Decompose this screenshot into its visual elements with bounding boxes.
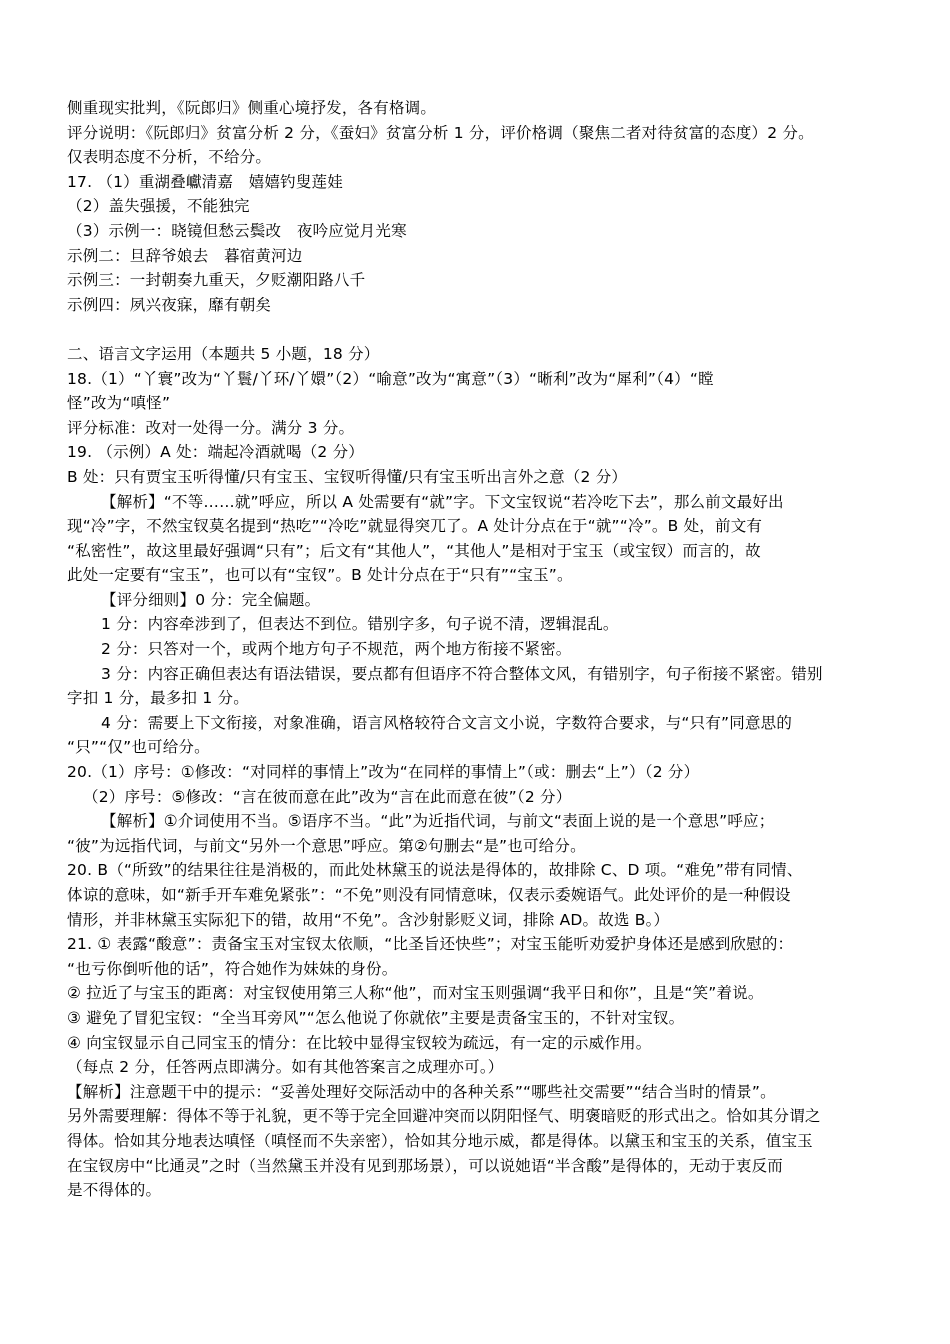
text-line: 17. （1）重湖叠巘清嘉 嬉嬉钓叟莲娃: [67, 172, 343, 191]
text-line: 示例二：旦辞爷娘去 暮宿黄河边: [67, 246, 303, 265]
text-line: 4 分：需要上下文衔接，对象准确，语言风格较符合文言文小说，字数符合要求，与“只有”同意思的: [101, 713, 793, 732]
text-line: 评分说明：《阮郎归》贫富分析 2 分，《蚕妇》贫富分析 1 分，评价格调（聚焦二者对待贫富的态度）2 分。: [67, 123, 814, 142]
text-line: 【解析】①介词使用不当。⑤语序不当。“此”为近指代词，与前文“表面上说的是一个意思”呼应；: [101, 812, 775, 831]
text-line: 18.（1）“丫寰”改为“丫鬟/丫环/丫嬛”（2）“喻意”改为“寓意”（3）“晰利”改为“犀利”（4）“瞠: [67, 369, 714, 388]
text-line: 20. B（“所致”的结果往往是消极的，而此处林黛玉的说法是得体的，故排除 C、D 项。“难免”带有同情、: [67, 861, 803, 880]
text-line: 示例三：一封朝奏九重天，夕贬潮阳路八千: [67, 271, 366, 290]
text-line: 怪”改为“嗔怪”: [67, 394, 171, 413]
text-line: ④ 向宝钗显示自己同宝玉的情分：在比较中显得宝钗较为疏远，有一定的示威作用。: [67, 1033, 652, 1052]
text-line: 19. （示例）A 处：端起冷酒就喝（2 分）: [67, 443, 364, 462]
text-line: 是不得体的。: [67, 1181, 162, 1200]
text-line: 侧重现实批判，《阮郎归》侧重心境抒发，各有格调。: [67, 99, 437, 117]
text-line: （每点 2 分，任答两点即满分。如有其他答案言之成理亦可。）: [67, 1058, 504, 1077]
text-line: 此处一定要有“宝玉”，也可以有“宝钗”。B 处计分点在于“只有”“宝玉”。: [67, 566, 573, 585]
text-line: 现“冷”字，不然宝钗莫名提到“热吃”“冷吃”就显得突兀了。A 处计分点在于“就”“冷”。B 处，前文有: [67, 517, 763, 536]
text-line: “也亏你倒听他的话”，符合她作为妹妹的身份。: [67, 959, 398, 978]
text-line: （3）示例一：晓镜但愁云鬓改 夜吟应觉月光寒: [67, 221, 407, 240]
text-line: ③ 避免了冒犯宝钗：“全当耳旁风”“怎么他说了你就依”主要是责备宝玉的，不针对宝钗。: [67, 1008, 685, 1027]
section-heading: 二、语言文字运用（本题共 5 小题，18 分）: [67, 344, 380, 363]
text-line: 示例四：夙兴夜寐，靡有朝矣: [67, 295, 272, 314]
text-line: 在宝钗房中“比通灵”之时（当然黛玉并没有见到那场景），可以说她语“半含酸”是得体的，无动于衷反而: [67, 1156, 783, 1175]
text-line: 体谅的意味，如“新手开车难免紧张”：“不免”则没有同情意味，仅表示委婉语气。此处评价的是一种假设: [67, 886, 791, 904]
text-line: 21. ① 表露“酸意”：责备宝玉对宝钗太依顺，“比圣旨还快些”；对宝玉能听劝爱护身体还是感到欣慰的：: [67, 935, 794, 954]
text-line: 字扣 1 分，最多扣 1 分。: [67, 689, 249, 708]
text-line: 20.（1）序号：①修改：“对同样的事情上”改为“在同样的事情上”（或：删去“上”）（2 分）: [67, 763, 700, 782]
text-line: ② 拉近了与宝玉的距离：对宝钗使用第三人称“他”，而对宝玉则强调“我平日和你”，且是“笑”着说。: [67, 984, 764, 1003]
text-line: 1 分：内容牵涉到了，但表达不到位。错别字多，句子说不清，逻辑混乱。: [101, 615, 619, 634]
text-line: 情形，并非林黛玉实际犯下的错，故用“不免”。含沙射影贬义词，排除 AD。故选 B。）: [67, 910, 670, 929]
text-line: 另外需要理解：得体不等于礼貌，更不等于完全回避冲突而以阴阳怪气、明褒暗贬的形式出之。恰如其分谓之: [67, 1107, 821, 1126]
text-line: 【解析】注意题干中的提示：“妥善处理好交际活动中的各种关系”“哪些社交需要”“结合当时的情景”。: [67, 1082, 776, 1101]
blank-line: [67, 317, 890, 342]
text-line: 2 分：只答对一个，或两个地方句子不规范，两个地方衔接不紧密。: [101, 640, 572, 659]
text-line: “私密性”，故这里最好强调“只有”；后文有“其他人”，“其他人”是相对于宝玉（或宝钗）而言的，故: [67, 541, 761, 560]
text-line: （2）盖失强援，不能独完: [67, 197, 250, 216]
text-line: B 处：只有贾宝玉听得懂/只有宝玉、宝钗听得懂/只有宝玉听出言外之意（2 分）: [67, 467, 628, 486]
text-line: “只”“仅”也可给分。: [67, 738, 210, 757]
text-line: 3 分：内容正确但表达有语法错误，要点都有但语序不符合整体文风，有错别字，句子衔接不紧密。错别: [101, 664, 823, 683]
text-line: 得体。恰如其分地表达嗔怪（嗔怪而不失亲密），恰如其分地示威，都是得体。以黛玉和宝玉的关系，值宝玉: [67, 1131, 813, 1150]
text-line: 【评分细则】0 分：完全偏题。: [101, 590, 321, 609]
text-line: 仅表明态度不分析，不给分。: [67, 148, 272, 167]
text-line: （2）序号：⑤修改：“言在彼而意在此”改为“言在此而意在彼”（2 分）: [83, 787, 572, 806]
text-line: 评分标准：改对一处得一分。满分 3 分。: [67, 418, 355, 437]
text-line: “彼”为远指代词，与前文“另外一个意思”呼应。第②句删去“是”也可给分。: [67, 836, 586, 855]
text-line: 【解析】“不等……就”呼应，所以 A 处需要有“就”字。下文宝钗说“若冷吃下去”，那么前文最好出: [101, 492, 784, 511]
